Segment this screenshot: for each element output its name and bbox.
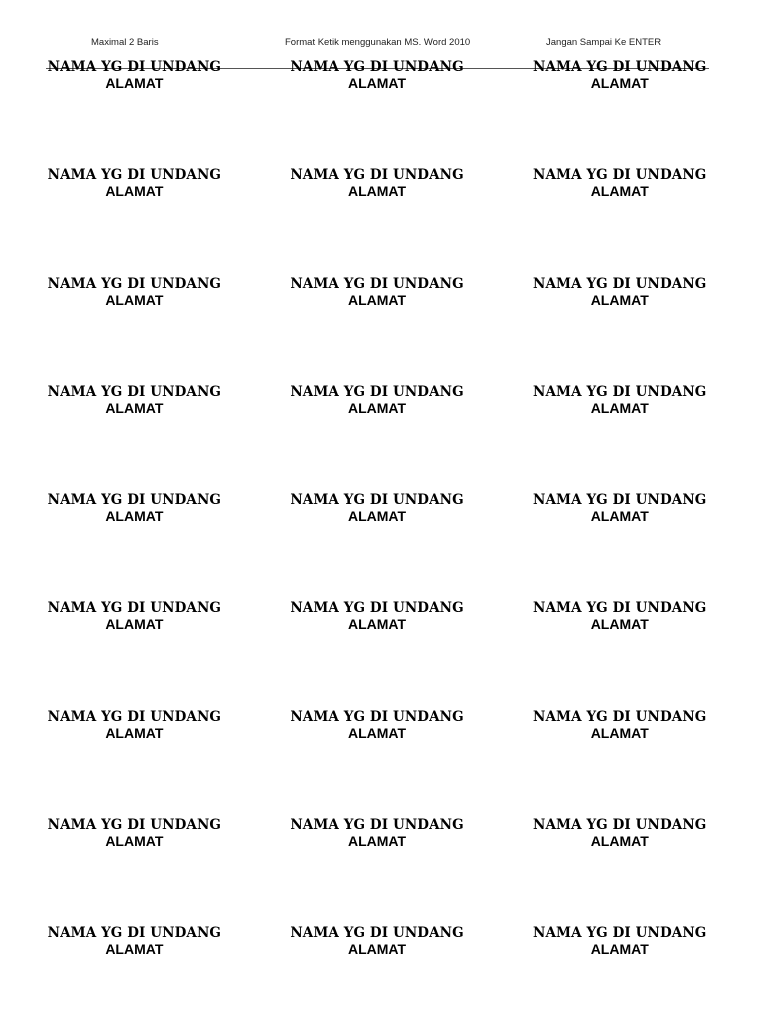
invitee-name: NAMA YG DI UNDANG — [533, 492, 707, 509]
label-cell — [13, 168, 256, 276]
label-cell — [256, 277, 499, 385]
header-note-format: Format Ketik menggunakan MS. Word 2010 — [285, 37, 471, 48]
invitee-address: ALAMAT — [348, 291, 407, 308]
label-cell — [498, 168, 741, 276]
invitee-name: NAMA YG DI UNDANG — [47, 600, 222, 617]
invitee-address: ALAMAT — [590, 75, 649, 91]
label-cell — [256, 493, 499, 601]
invitee-name: NAMA YG DI UNDANG — [47, 275, 222, 292]
header-note-no-enter: Jangan Sampai Ke ENTER — [546, 37, 662, 48]
label-cell — [256, 710, 499, 818]
label-cell — [13, 60, 256, 168]
label-cell — [498, 818, 741, 926]
invitee-name: NAMA YG DI UNDANG — [47, 708, 222, 725]
invitee-name: NAMA YG DI UNDANG — [533, 708, 707, 725]
invitee-address: ALAMAT — [590, 833, 649, 850]
invitee-address: ALAMAT — [105, 833, 164, 850]
invitee-address: ALAMAT — [105, 291, 164, 308]
invitee-name: NAMA YG DI UNDANG — [533, 925, 707, 942]
invitee-address: ALAMAT — [348, 724, 407, 741]
invitee-address: ALAMAT — [348, 616, 407, 633]
label-cell — [13, 601, 256, 709]
invitee-address: ALAMAT — [348, 75, 407, 91]
invitee-address: ALAMAT — [590, 508, 649, 525]
label-cell — [256, 168, 499, 276]
label-cell — [498, 710, 741, 818]
invitee-address: ALAMAT — [590, 724, 649, 741]
label-cell — [13, 493, 256, 601]
invitee-address: ALAMAT — [348, 941, 407, 958]
invitee-address: ALAMAT — [348, 508, 407, 525]
invitee-address: ALAMAT — [590, 291, 649, 308]
label-cell — [13, 926, 256, 1034]
invitee-address: ALAMAT — [590, 183, 649, 200]
invitee-name: NAMA YG DI UNDANG — [47, 59, 222, 75]
invitee-address: ALAMAT — [590, 941, 649, 958]
label-cell — [256, 926, 499, 1034]
invitee-name: NAMA YG DI UNDANG — [533, 817, 707, 834]
label-cell — [498, 493, 741, 601]
invitee-name: NAMA YG DI UNDANG — [533, 383, 707, 400]
invitee-name: NAMA YG DI UNDANG — [290, 492, 464, 509]
invitee-name: NAMA YG DI UNDANG — [290, 167, 464, 184]
invitee-address: ALAMAT — [590, 399, 649, 416]
invitee-name: NAMA YG DI UNDANG — [47, 167, 222, 184]
label-cell — [498, 60, 741, 168]
label-cell — [13, 818, 256, 926]
invitee-name: NAMA YG DI UNDANG — [47, 925, 222, 942]
invitee-name: NAMA YG DI UNDANG — [47, 383, 222, 400]
header-note-max-lines: Maximal 2 Baris — [91, 37, 159, 48]
invitee-name: NAMA YG DI UNDANG — [290, 383, 464, 400]
invitee-address: ALAMAT — [590, 616, 649, 633]
invitee-address: ALAMAT — [105, 508, 164, 525]
invitee-address: ALAMAT — [348, 399, 407, 416]
label-cell — [256, 60, 499, 168]
invitee-name: NAMA YG DI UNDANG — [47, 817, 222, 834]
invitee-name: NAMA YG DI UNDANG — [290, 708, 464, 725]
invitee-address: ALAMAT — [105, 75, 164, 91]
invitee-name: NAMA YG DI UNDANG — [533, 275, 707, 292]
invitee-name: NAMA YG DI UNDANG — [533, 59, 707, 75]
invitee-name: NAMA YG DI UNDANG — [290, 925, 464, 942]
label-cell — [498, 926, 741, 1034]
invitee-address: ALAMAT — [348, 183, 407, 200]
invitee-address: ALAMAT — [105, 724, 164, 741]
label-cell — [498, 601, 741, 709]
label-cell — [13, 385, 256, 493]
invitee-name: NAMA YG DI UNDANG — [290, 275, 464, 292]
label-cell — [498, 277, 741, 385]
invitee-address: ALAMAT — [105, 399, 164, 416]
label-sheet-grid — [13, 60, 741, 1035]
invitee-name: NAMA YG DI UNDANG — [290, 59, 464, 75]
invitee-address: ALAMAT — [105, 941, 164, 958]
label-cell — [256, 385, 499, 493]
label-cell — [13, 710, 256, 818]
invitee-name: NAMA YG DI UNDANG — [290, 817, 464, 834]
invitee-address: ALAMAT — [105, 616, 164, 633]
label-cell — [256, 818, 499, 926]
label-cell — [498, 385, 741, 493]
invitee-name: NAMA YG DI UNDANG — [533, 167, 707, 184]
invitee-name: NAMA YG DI UNDANG — [533, 600, 707, 617]
label-cell — [13, 277, 256, 385]
invitee-address: ALAMAT — [105, 183, 164, 200]
invitee-name: NAMA YG DI UNDANG — [47, 492, 222, 509]
label-cell — [256, 601, 499, 709]
invitee-name: NAMA YG DI UNDANG — [290, 600, 464, 617]
invitee-address: ALAMAT — [348, 833, 407, 850]
